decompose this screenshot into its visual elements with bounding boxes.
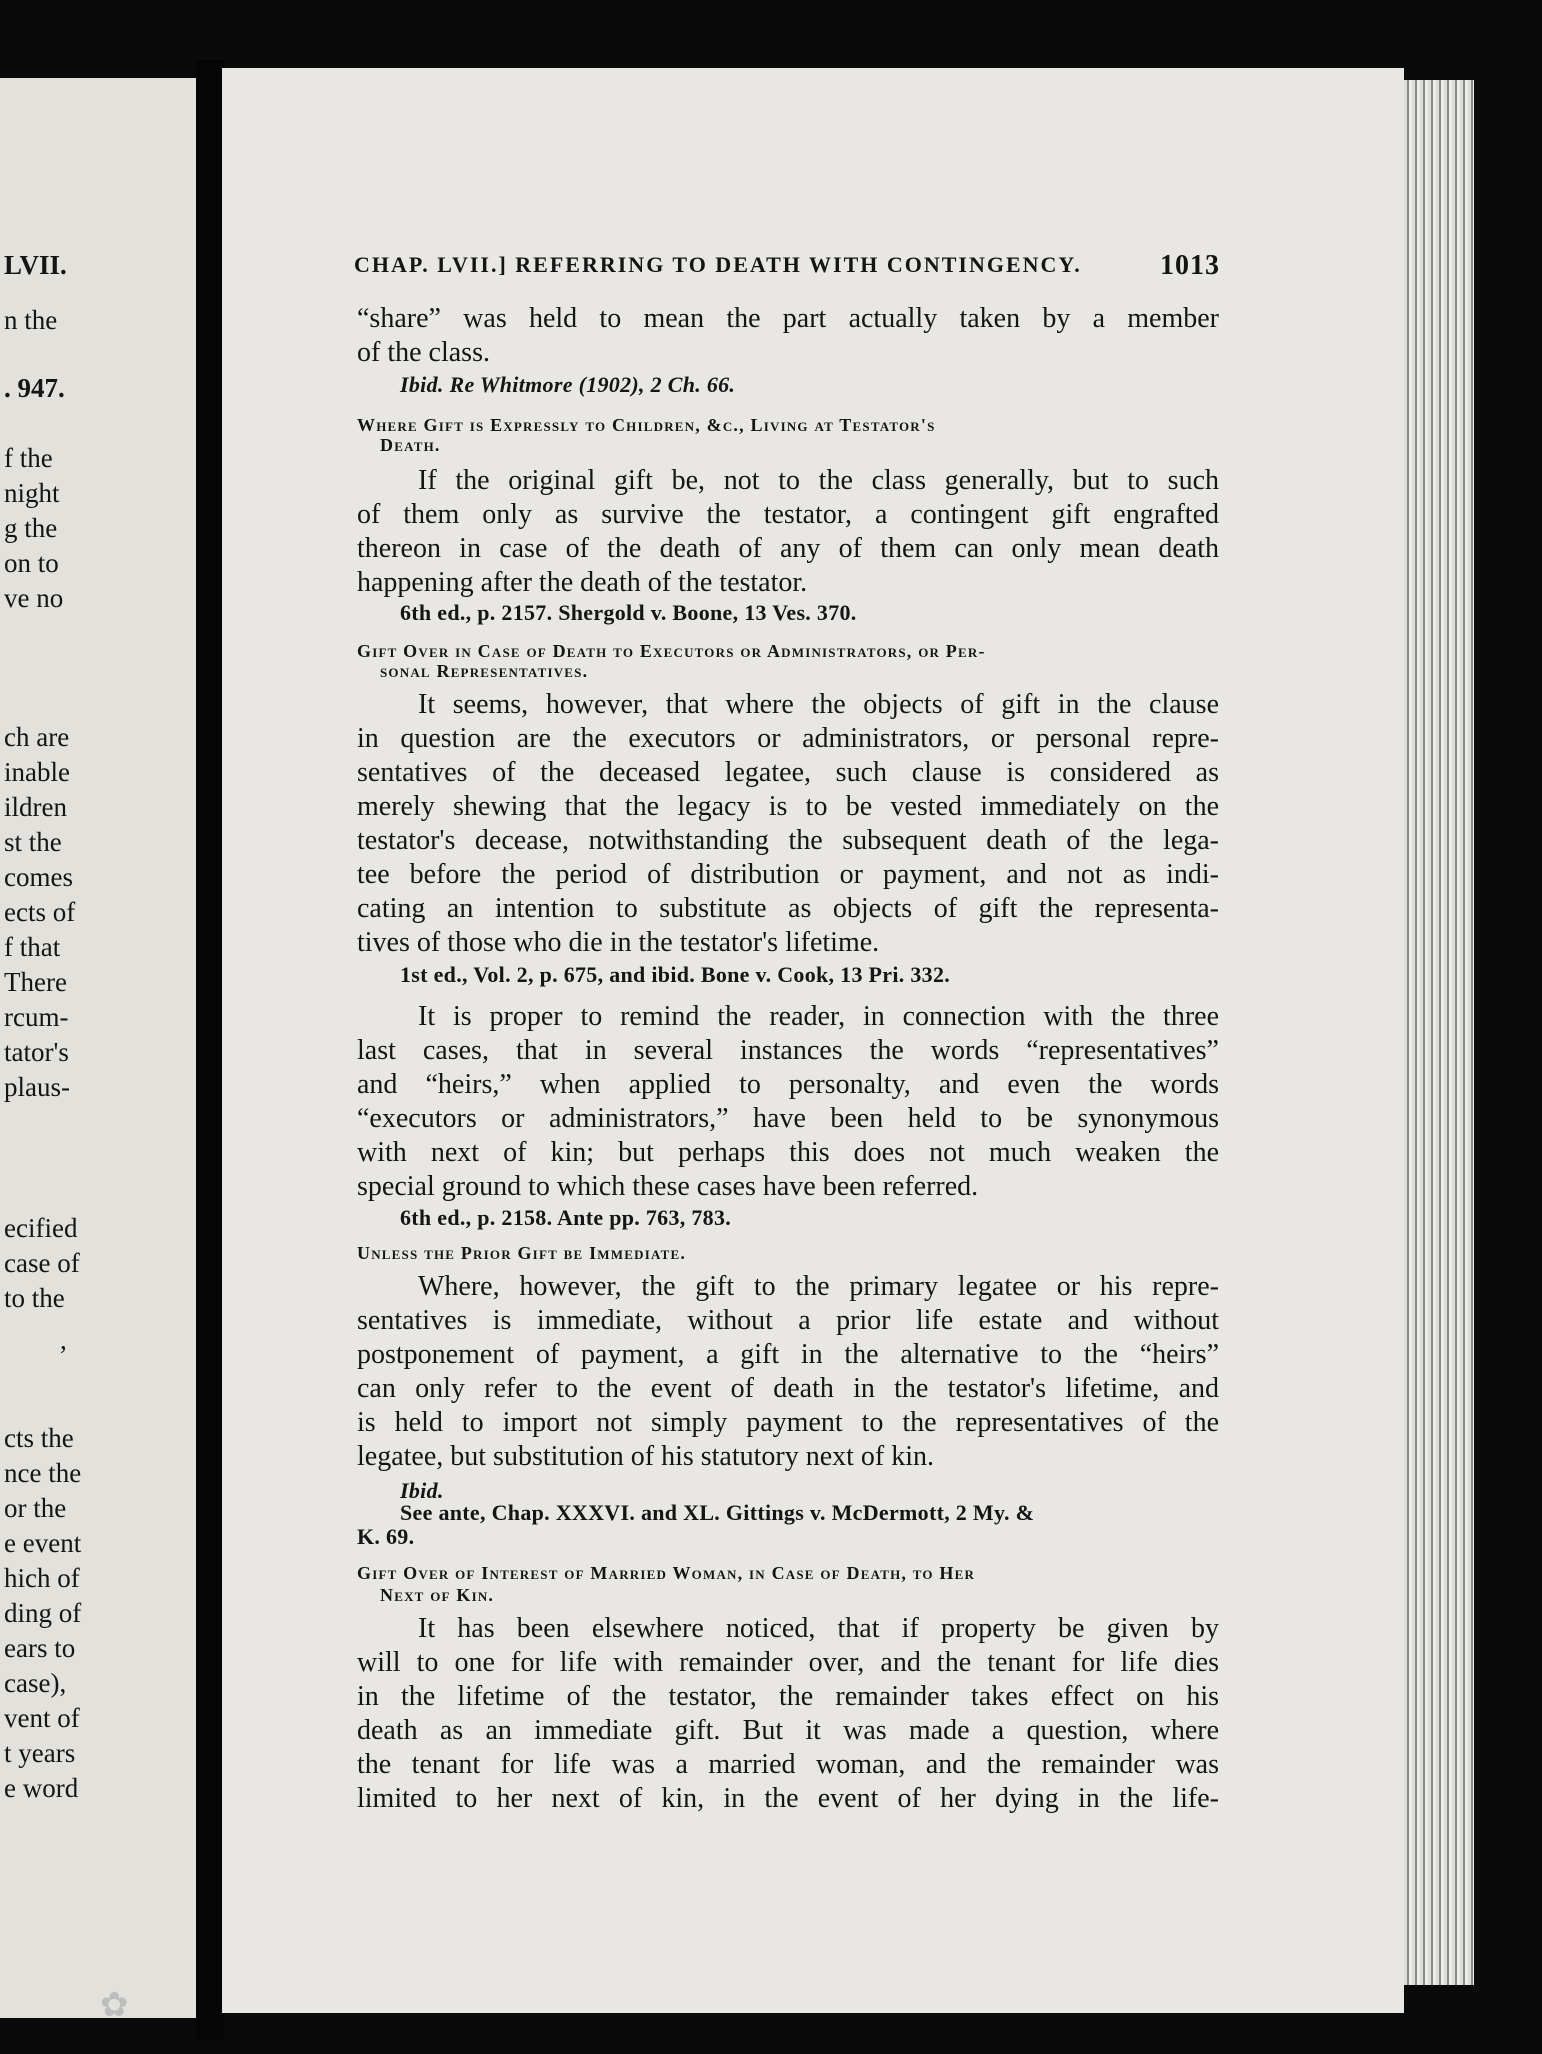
left-line: vent of [4,1703,80,1733]
text-line: last cases, that in several instances the words “representatives” [357,1035,1219,1066]
left-line: ding of [4,1598,82,1628]
text-line: It seems, however, that where the objects of gift in the clause [418,689,1219,720]
left-line: t years [4,1738,76,1768]
text-line: merely shewing that the legacy is to be vested immediately on the [357,791,1219,822]
left-line: case of [4,1248,80,1278]
text-line: of them only as survive the testator, a contingent gift engrafted [357,499,1219,530]
left-line: ecified [4,1213,78,1243]
text-line: and “heirs,” when applied to personalty, and even the words [357,1069,1219,1100]
left-line: cts the [4,1423,74,1453]
page-number: 1013 [1160,250,1220,281]
text-line: “share” was held to mean the part actually taken by a member [357,303,1219,334]
section-heading: Gift Over of Interest of Married Woman, in Case of Death, to Her [357,1563,976,1583]
left-line: plaus- [4,1072,70,1102]
left-line: comes [4,862,73,892]
left-line: hich of [4,1563,80,1593]
left-line: nce the [4,1458,82,1488]
left-line: tator's [4,1037,69,1067]
text-line: “executors or administrators,” have been held to be synonymous [357,1103,1219,1134]
text-line: sentatives of the deceased legatee, such clause is considered as [357,757,1219,788]
running-title: CHAP. LVII.] REFERRING TO DEATH WITH CONTINGENCY. [354,252,1082,277]
left-line: on to [4,548,59,578]
text-line: of the class. [357,337,490,368]
text-line: cating an intention to substitute as objects of gift the representa- [357,893,1219,924]
text-line: If the original gift be, not to the class generally, but to such [418,465,1219,496]
text-line: with next of kin; but perhaps this does not much weaken the [357,1137,1219,1168]
left-line: , [60,1325,67,1355]
text-line: testator's decease, notwithstanding the subsequent death of the lega- [357,825,1219,856]
left-line: inable [4,757,70,787]
left-line: night [4,478,60,508]
section-heading: Gift Over in Case of Death to Executors or Administrators, or Per- [357,641,986,661]
left-line: or the [4,1493,67,1523]
left-line: case), [4,1668,67,1698]
section-heading: Death. [380,435,441,455]
section-heading: Next of Kin. [380,1585,495,1605]
text-line: the tenant for life was a married woman, and the remainder was [357,1749,1219,1780]
left-line: f that [4,932,61,962]
text-line: It has been elsewhere noticed, that if property be given by [418,1613,1219,1644]
left-line: ch are [4,722,70,752]
text-line: thereon in case of the death of any of them can only mean death [357,533,1219,564]
left-line: ildren [4,792,67,822]
text-line: postponement of payment, a gift in the alternative to the “heirs” [357,1339,1219,1370]
left-line: to the [4,1283,65,1313]
text-line: will to one for life with remainder over, and the tenant for life dies [357,1647,1219,1678]
text-line: special ground to which these cases have been referred. [357,1171,979,1202]
text-line: happening after the death of the testator. [357,567,808,598]
text-line: in the lifetime of the testator, the remainder takes effect on his [357,1681,1219,1712]
text-line: tives of those who die in the testator's lifetime. [357,927,880,958]
left-line: There [4,967,67,997]
left-line: f the [4,443,53,473]
citation: K. 69. [357,1524,415,1549]
left-line: e word [4,1773,79,1803]
left-line: . 947. [4,373,65,403]
book-gutter [196,60,224,2040]
left-line: n the [4,305,58,335]
section-heading: sonal Representatives. [380,661,589,681]
text-line: Where, however, the gift to the primary legatee or his repre- [418,1271,1219,1302]
running-head [354,250,1220,281]
left-line: LVII. [4,250,67,280]
left-line: rcum- [4,1002,69,1032]
left-line: st the [4,827,62,857]
citation: Ibid. [400,1478,444,1503]
text-line: limited to her next of kin, in the event of her dying in the life- [357,1783,1219,1814]
text-line: death as an immediate gift. But it was made a question, where [357,1715,1219,1746]
left-line: ects of [4,897,76,927]
page-edges [1404,80,1474,1985]
citation: Ibid. Re Whitmore (1902), 2 Ch. 66. [400,372,736,397]
left-line: ears to [4,1633,76,1663]
section-heading: Unless the Prior Gift be Immediate. [357,1243,687,1263]
text-line: sentatives is immediate, without a prior life estate and without [357,1305,1219,1336]
text-line: It is proper to remind the reader, in connection with the three [418,1001,1219,1032]
text-line: legatee, but substitution of his statutory next of kin. [357,1441,935,1472]
ink-smudge: ✿ [100,1987,129,2024]
text-line: in question are the executors or administrators, or personal repre- [357,723,1219,754]
citation: 1st ed., Vol. 2, p. 675, and ibid. Bone v. Cook, 13 Pri. 332. [400,962,951,987]
left-line: e event [4,1528,82,1558]
left-line: g the [4,513,58,543]
section-heading: Where Gift is Expressly to Children, &c., Living at Testator's [357,415,936,435]
left-line: ve no [4,583,64,613]
text-line: tee before the period of distribution or payment, and not as indi- [357,859,1219,890]
citation: See ante, Chap. XXXVI. and XL. Gittings v. McDermott, 2 My. & [400,1500,1035,1525]
text-line: is held to import not simply payment to the representatives of the [357,1407,1219,1438]
text-line: can only refer to the event of death in the testator's lifetime, and [357,1373,1219,1404]
citation: 6th ed., p. 2157. Shergold v. Boone, 13 Ves. 370. [400,600,857,625]
citation: 6th ed., p. 2158. Ante pp. 763, 783. [400,1205,732,1230]
